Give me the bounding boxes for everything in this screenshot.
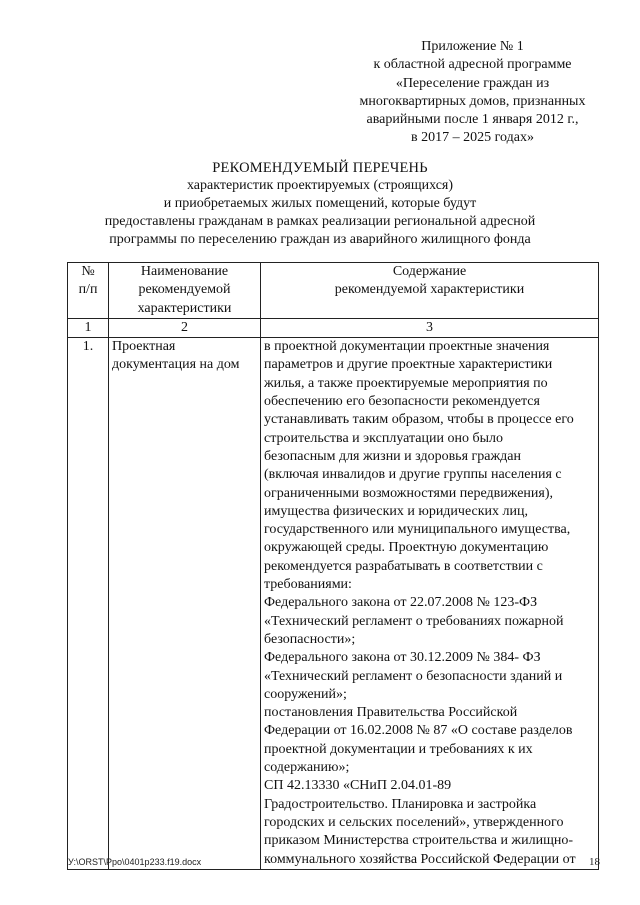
content-line: параметров и другие проектные характеристики (264, 357, 553, 373)
content-line: городских и сельских поселений», утвержденного (264, 814, 564, 830)
content-line: (включая инвалидов и другие группы населения с (264, 467, 562, 483)
content-line: Градостроительство. Планировка и застройка (264, 796, 537, 812)
page-number: 18 (589, 856, 600, 868)
appendix-line: «Переселение граждан из (395, 75, 550, 91)
table-column-numbers-row (68, 318, 599, 337)
appendix-line: к областной адресной программе (373, 57, 572, 73)
content-line: государственного или муниципального имущества, (264, 522, 571, 538)
header-number: № п/п (68, 263, 109, 319)
row-name: Проектная документация на дом (109, 338, 261, 870)
title-main: РЕКОМЕНДУЕМЫЙ ПЕРЕЧЕНЬ (212, 160, 428, 176)
document-title (30, 159, 610, 249)
appendix-line: Приложение № 1 (421, 39, 524, 54)
row-content (261, 338, 599, 870)
content-line: окружающей среды. Проектную документацию (264, 540, 549, 556)
content-line: в проектной документации проектные значения (264, 339, 550, 355)
column-number: 1 (68, 318, 109, 337)
column-number: 3 (261, 318, 599, 337)
characteristics-table (67, 262, 599, 870)
content-line: строительства и эксплуатации оно было (264, 430, 503, 446)
content-line: рекомендуется разрабатывать в соответствии с (264, 558, 543, 574)
title-subtitle-line: и приобретаемых жилых помещений, которые будут (163, 196, 477, 211)
content-line: сооружений»; (264, 686, 347, 702)
header-name: Наименование рекомендуемой характеристики (109, 263, 261, 319)
title-subtitle-line: предоставлены гражданам в рамках реализации региональной адресной (104, 214, 536, 229)
appendix-line: в 2017 – 2025 годах» (411, 130, 534, 146)
title-subtitle-line: характеристик проектируемых (строящихся) (186, 178, 454, 193)
content-line: Федерального закона от 30.12.2009 № 384- ФЗ (264, 650, 541, 666)
appendix-block (330, 38, 615, 148)
header-content: Содержание рекомендуемой характеристики (261, 263, 599, 319)
content-line: «Технический регламент о безопасности зданий и (264, 668, 563, 684)
appendix-line: аварийными после 1 января 2012 г., (366, 112, 579, 128)
content-line: Федерации от 16.02.2008 № 87 «О составе разделов (264, 723, 573, 739)
content-line: безопасным для жизни и здоровья граждан (264, 448, 521, 464)
column-number: 2 (109, 318, 261, 337)
content-line: требованиями: (264, 577, 352, 593)
content-line: Федерального закона от 22.07.2008 № 123-ФЗ (264, 595, 538, 611)
content-line: устанавливать таким образом, чтобы в процессе его (264, 412, 574, 428)
content-line: обеспечению его безопасности рекомендуется (264, 394, 540, 410)
content-line: проектной документации и требованиях к их (264, 741, 533, 757)
table-header-row (68, 263, 599, 319)
content-line: жилья, а также проектируемые мероприятия по (264, 375, 548, 391)
content-line: коммунального хозяйства Российской Федерации от (264, 851, 576, 867)
content-line: ограниченными возможностями передвижения), (264, 485, 553, 501)
content-line: содержанию»; (264, 760, 350, 776)
content-line: «Технический регламент о требованиях пожарной (264, 613, 564, 629)
content-line: приказом Министерства строительства и жилищно- (264, 833, 574, 849)
footer-file-path: У:\ORST\Ppo\0401p233.f19.docx (68, 857, 202, 867)
appendix-line: многоквартирных домов, признанных (359, 93, 586, 109)
title-subtitle-line: программы по переселению граждан из аварийного жилищного фонда (109, 232, 531, 247)
row-number: 1. (68, 338, 109, 870)
content-line: безопасности»; (264, 631, 356, 647)
content-line: постановления Правительства Российской (264, 705, 518, 721)
content-line: имущества физических и юридических лиц, (264, 503, 529, 519)
content-line: СП 42.13330 «СНиП 2.04.01-89 (264, 778, 452, 794)
table-row (68, 338, 599, 870)
